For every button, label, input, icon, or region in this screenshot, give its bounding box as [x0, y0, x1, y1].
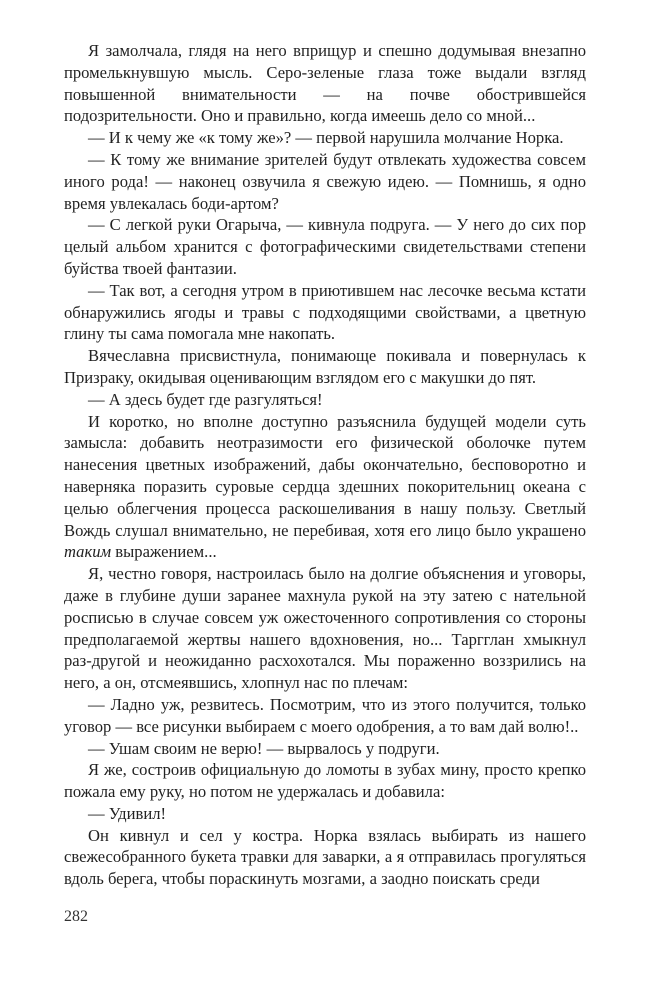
- paragraph: — И к чему же «к тому же»? — первой нарушила молчание Норка.: [88, 128, 564, 148]
- paragraph: Я же, состроив официальную до ломоты в зубах мину, просто крепко пожала ему руку, но потом не удержалась и добавила:: [64, 760, 586, 802]
- paragraph: Вячеславна присвистнула, понимающе покивала и повернулась к Призраку, окидывая оценивающим взглядом его с макушки до пят.: [64, 346, 586, 387]
- paragraph: — Ушам своим не верю! — вырвалось у подруги.: [88, 738, 440, 758]
- page-number: 282: [64, 908, 88, 925]
- paragraph: Я замолчала, глядя на него вприщур и спешно додумывая внезапно промелькнувшую мысль. Серо-зеленые глаза тоже выдали взгляд повышенной внимательности — на почве обострившейся подозрительности. Оно и правильно, когда имеешь дело со мной...: [64, 41, 586, 126]
- paragraph: — Удивил!: [88, 803, 167, 823]
- paragraph: — Так вот, а сегодня утром в приютившем нас лесочке весьма кстати обнаружились ягоды и травы с подходящими свойствами, а цветную глину ты сама помогала мне накопать.: [64, 280, 586, 344]
- paragraph: Я, честно говоря, настроилась было на долгие объяснения и уговоры, даже в глубине души заранее махнула рукой на эту затею с нательной росписью в случае совсем уж ожесточенного сопротивления со стороны предполагаемой жертвы нашего вдохновения, но... Таргглан хмыкнул раз-другой и неожиданно расхохотался. Мы пораженно воззрились на него, а он, отсмеявшись, хлопнул нас по плечам:: [64, 564, 586, 693]
- paragraph: — С легкой руки Огарыча, — кивнула подруга. — У него до сих пор целый альбом хранится с фотографическими свидетельствами степени буйства твоей фантазии.: [64, 215, 586, 278]
- paragraph-with-italic: [64, 411, 586, 564]
- paragraph: — Ладно уж, резвитесь. Посмотрим, что из этого получится, только уговор — все рисунки выбираем с моего одобрения, а то вам дай волю!..: [64, 694, 586, 736]
- paragraph-text: И коротко, но вполне доступно разъяснила будущей модели суть замысла: добавить неотразимости его физической оболочке путем нанесения цветных изображений, дабы окончательно, бесповоротно и наверняка поразить суровые сердца здешних покорительниц океана с целью облегчения процесса раскошеливания в нашу пользу. Светлый Вождь слушал внимательно, не перебивая, хотя его лицо было украшено: [64, 411, 586, 540]
- book-page-text: [64, 40, 586, 890]
- paragraph-text: выражением...: [111, 542, 217, 562]
- paragraph: — К тому же внимание зрителей будут отвлекать художества совсем иного рода! — наконец озвучила я свежую идею. — Помнишь, я одно время увлекалась боди-артом?: [64, 149, 586, 213]
- paragraph: — А здесь будет где разгуляться!: [88, 389, 323, 409]
- italic-word: таким: [64, 542, 112, 562]
- paragraph: Он кивнул и сел у костра. Норка взялась выбирать из нашего свежесобранного букета травки для заварки, а я отправилась прогуляться вдоль берега, чтобы пораскинуть мозгами, а заодно поискать среди: [64, 825, 586, 889]
